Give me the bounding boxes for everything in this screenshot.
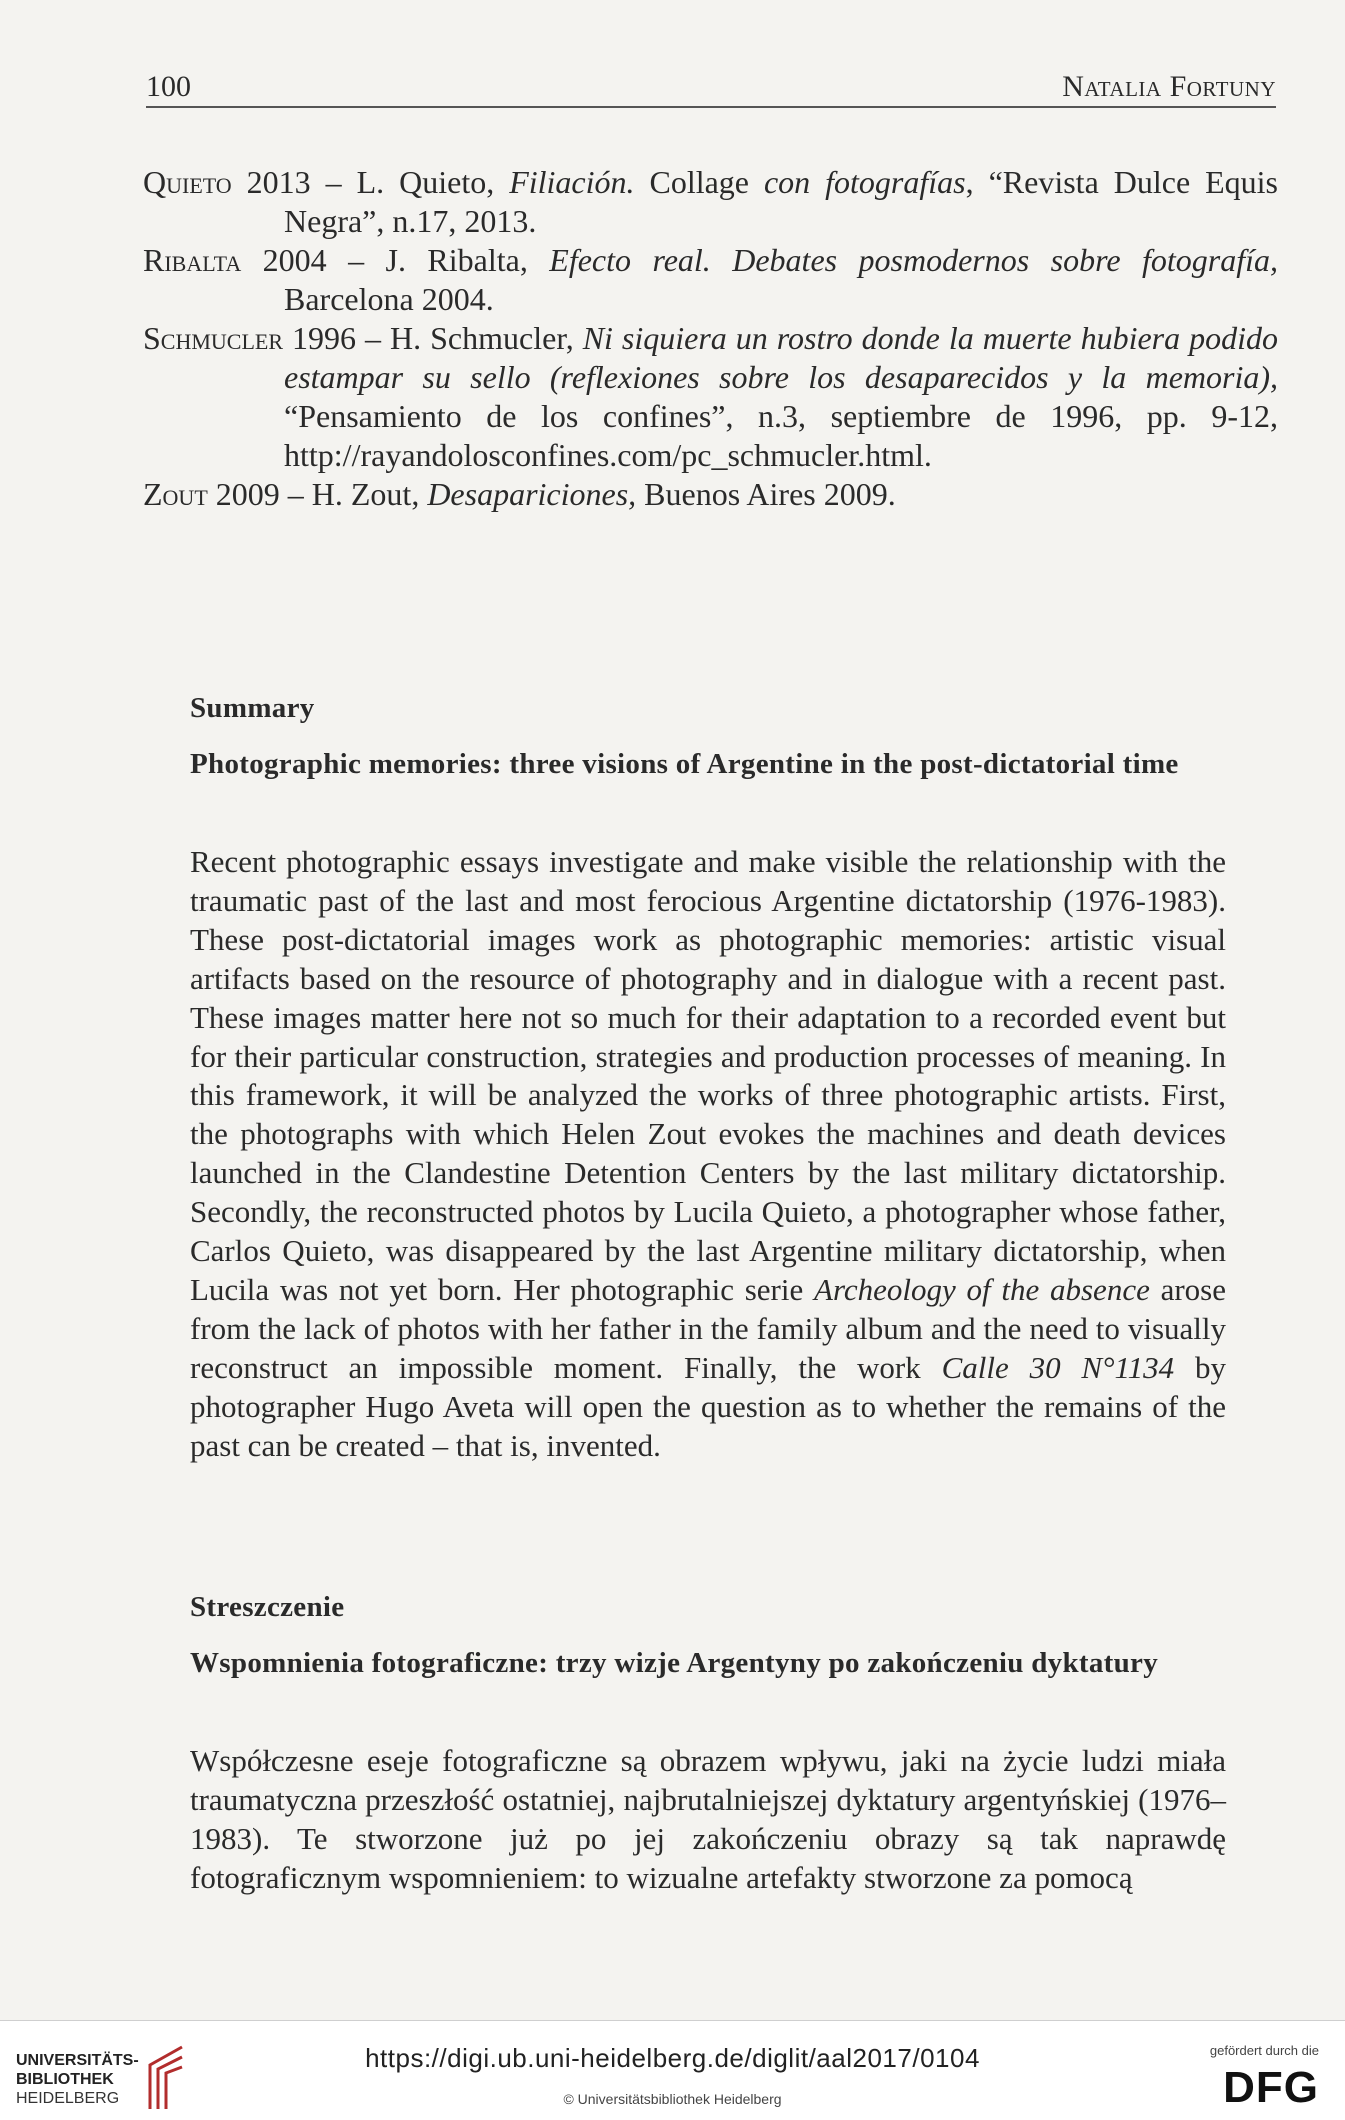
- entry-title: Ni siquiera un rostro donde la muerte hubiera podido estampar su sello (reflexiones sobre los desaparecidos y la memoria),: [284, 320, 1279, 395]
- entry-year: 1996: [292, 320, 357, 356]
- running-head: Natalia Fortuny: [1062, 70, 1276, 103]
- summary-text: arose from the lack of photos with her father in the family album and the need to visually reconstruct an impossible moment. Finally, the work: [190, 1271, 1226, 1385]
- document-url-link[interactable]: https://digi.ub.uni-heidelberg.de/diglit/aal2017/0104: [365, 2043, 980, 2073]
- entry-text: Barcelona 2004.: [284, 281, 494, 317]
- entry-title: con fotografías: [763, 164, 966, 200]
- library-name-line: BIBLIOTHEK: [16, 2071, 114, 2088]
- bibliography-entry-ribalta: [143, 241, 1278, 319]
- entry-year: 2009: [215, 476, 280, 512]
- entry-author: Zout: [143, 476, 208, 512]
- bibliography-entry-quieto: [143, 163, 1278, 241]
- entry-text: , “Revista Dulce Equis Negra”, n.17, 2013.: [284, 164, 1278, 239]
- entry-title: Desapariciones,: [427, 476, 637, 512]
- entry-text: – H. Schmucler,: [356, 320, 583, 356]
- entry-year: 2004: [262, 242, 327, 278]
- streszczenie-paragraph: Współczesne eseje fotograficzne są obrazem wpływu, jaki na życie ludzi miała traumatyczna przeszłość ostatniej, najbrutalniejszej dyktatury argentyńskiej (1976–1983). Te stworzone już po jej zakończeniu obrazy są tak naprawdę fotograficznym wspomnieniem: to wizualne artefakty stworzone za pomocą: [190, 1743, 1226, 1895]
- entry-text: – J. Ribalta,: [326, 242, 550, 278]
- entry-text: Buenos Aires 2009.: [636, 476, 896, 512]
- entry-text: Collage: [634, 164, 764, 200]
- streszczenie-heading: Streszczenie: [190, 1591, 345, 1623]
- viewer-footer: [0, 2020, 1345, 2120]
- library-name-line: HEIDELBERG: [16, 2090, 120, 2107]
- dfg-logo[interactable]: DFG: [1223, 2063, 1319, 2112]
- page-header: [146, 70, 1276, 110]
- entry-author: Quieto: [143, 164, 232, 200]
- entry-text: “Pensamiento de los confines”, n.3, septiembre de 1996, pp. 9-12, http://rayandolosconfines.com/pc_schmucler.html.: [284, 398, 1278, 473]
- entry-text: – H. Zout,: [279, 476, 428, 512]
- summary-heading: Summary: [190, 692, 315, 724]
- copyright-notice: © Universitätsbibliothek Heidelberg: [563, 2091, 782, 2107]
- bibliography: [143, 163, 1278, 514]
- funding-note: gefördert durch die: [1209, 2043, 1319, 2058]
- summary-title: Photographic memories: three visions of Argentine in the post-dictatorial time: [190, 748, 1179, 780]
- streszczenie-title: Wspomnienia fotograficzne: trzy wizje Argentyny po zakończeniu dyktatury: [190, 1647, 1159, 1679]
- entry-title: Filiación.: [509, 164, 635, 200]
- entry-author: Schmucler: [143, 320, 284, 356]
- entry-text: – L. Quieto,: [310, 164, 510, 200]
- bibliography-entry-schmucler: [143, 319, 1278, 475]
- header-rule: [146, 106, 1276, 108]
- summary-paragraph: [190, 843, 1226, 1466]
- work-title: Archeology of the absence: [814, 1271, 1150, 1307]
- bibliography-entry-zout: [143, 475, 1278, 514]
- summary-text: Recent photographic essays investigate and make visible the relationship with the traumatic past of the last and most ferocious Argentine dictatorship (1976-1983). These post-dictatorial images work as photographic memories: artistic visual artifacts based on the resource of photography and in dialogue with a recent past. These images matter here not so much for their adaptation to a recorded event but for their particular construction, strategies and production processes of meaning. In this framework, it will be analyzed the works of three photographic artists. First, the photographs with which Helen Zout evokes the machines and death devices launched in the Clandestine Detention Centers by the last military dictatorship. Secondly, the reconstructed photos by Lucila Quieto, a photographer whose father, Carlos Quieto, was disappeared by the last Argentine military dictatorship, when Lucila was not yet born. Her photographic serie: [190, 844, 1226, 1307]
- entry-year: 2013: [246, 164, 311, 200]
- library-name-line: UNIVERSITÄTS-: [16, 2052, 139, 2069]
- entry-author: Ribalta: [143, 242, 242, 278]
- page-number: 100: [146, 70, 191, 103]
- summary-text: by photographer Hugo Aveta will open the question as to whether the remains of the past can be created – that is, invented.: [190, 1349, 1227, 1463]
- work-title: Calle 30 N°1134: [941, 1349, 1175, 1385]
- entry-title: Efecto real. Debates posmodernos sobre fotografía,: [549, 242, 1279, 278]
